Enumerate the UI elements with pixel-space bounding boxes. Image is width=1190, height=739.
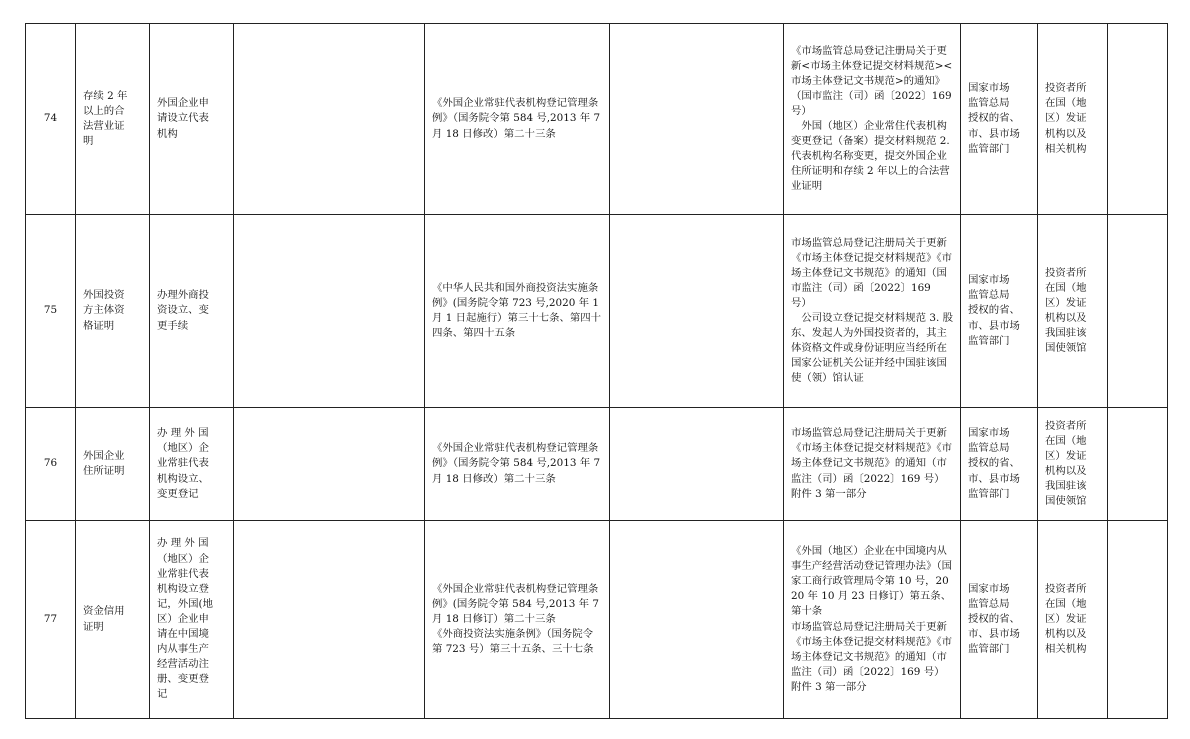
empty-cell <box>234 24 425 215</box>
empty-cell <box>610 521 784 719</box>
document-basis: 《市场监管总局登记注册局关于更新<市场主体登记提交材料规范><市场主体登记文书规范>的通知》（国市监注（司）函〔2022〕169 号） 外国（地区）企业常住代表机构变更登记（备案）提交材料规范 2. 代表机构名称变更，提交外国企业住所证明和存续 2 年以上的合法营业证明 <box>784 24 961 215</box>
applicable-matter: 办 理 外 国 （地区）企 业常驻代表 机构设立、 变更登记 <box>150 408 234 521</box>
certificate-table <box>25 23 1168 719</box>
empty-cell <box>1108 408 1168 521</box>
empty-cell <box>234 408 425 521</box>
legal-basis: 《外国企业常驻代表机构登记管理条例》(国务院令第 584 号,2013 年 7 月 18 日修订）第二十三条 《外商投资法实施条例》（国务院令第 723 号）第三十五条、三十七条 <box>425 521 610 719</box>
empty-cell <box>1108 215 1168 408</box>
table-row <box>26 521 1168 719</box>
document-basis: 市场监管总局登记注册局关于更新《市场主体登记提交材料规范》《市场主体登记文书规范》的通知（国市监注（司）函〔2022〕169 号） 公司设立登记提交材料规范 3. 股东、发起人为外国投资者的，其主体资格文件或身份证明应当经所在国家公证机关公证并经中国驻该国使（领）馆认证 <box>784 215 961 408</box>
document-basis: 《外国（地区）企业在中国境内从事生产经营活动登记管理办法》（国家工商行政管理局令第 10 号，2020 年 10 月 23 日修订）第五条、第十条 市场监管总局登记注册局关于更新《市场主体登记提交材料规范》《市场主体登记文书规范》的通知（市监注（司）函〔2022〕169 号）附件 3 第一部分 <box>784 521 961 719</box>
row-number: 75 <box>26 215 76 408</box>
certificate-name: 存续 2 年 以上的合 法营业证 明 <box>76 24 150 215</box>
certificate-name: 外国投资 方主体资 格证明 <box>76 215 150 408</box>
empty-cell <box>1108 521 1168 719</box>
legal-basis: 《中华人民共和国外商投资法实施条例》(国务院令第 723 号,2020 年 1 月 1 日起施行）第三十七条、第四十四条、第四十五条 <box>425 215 610 408</box>
processing-department: 国家市场 监管总局 授权的省、 市、县市场 监管部门 <box>961 24 1038 215</box>
applicable-matter: 办理外商投 资设立、变 更手续 <box>150 215 234 408</box>
issuing-authority: 投资者所 在国（地 区）发证 机构以及 我国驻该 国使领馆 <box>1038 215 1108 408</box>
row-number: 76 <box>26 408 76 521</box>
row-number: 77 <box>26 521 76 719</box>
row-number: 74 <box>26 24 76 215</box>
legal-basis: 《外国企业常驻代表机构登记管理条例》（国务院令第 584 号,2013 年 7 月 18 日修改）第二十三条 <box>425 408 610 521</box>
table-row <box>26 408 1168 521</box>
processing-department: 国家市场 监管总局 授权的省、 市、县市场 监管部门 <box>961 521 1038 719</box>
empty-cell <box>610 408 784 521</box>
empty-cell <box>234 215 425 408</box>
certificate-name: 外国企业 住所证明 <box>76 408 150 521</box>
certificate-name: 资金信用 证明 <box>76 521 150 719</box>
empty-cell <box>610 24 784 215</box>
applicable-matter: 办 理 外 国 （地区）企 业常驻代表 机构设立登 记，外国(地 区）企业申 请在中国境 内从事生产 经营活动注 册、变更登 记 <box>150 521 234 719</box>
empty-cell <box>1108 24 1168 215</box>
empty-cell <box>234 521 425 719</box>
processing-department: 国家市场 监管总局 授权的省、 市、县市场 监管部门 <box>961 408 1038 521</box>
empty-cell <box>610 215 784 408</box>
document-basis: 市场监管总局登记注册局关于更新《市场主体登记提交材料规范》《市场主体登记文书规范》的通知（市监注（司）函〔2022〕169 号）附件 3 第一部分 <box>784 408 961 521</box>
legal-basis: 《外国企业常驻代表机构登记管理条例》（国务院令第 584 号,2013 年 7 月 18 日修改）第二十三条 <box>425 24 610 215</box>
issuing-authority: 投资者所 在国（地 区）发证 机构以及 我国驻该 国使领馆 <box>1038 408 1108 521</box>
issuing-authority: 投资者所 在国（地 区）发证 机构以及 相关机构 <box>1038 521 1108 719</box>
processing-department: 国家市场 监管总局 授权的省、 市、县市场 监管部门 <box>961 215 1038 408</box>
applicable-matter: 外国企业申 请设立代表 机构 <box>150 24 234 215</box>
table-row <box>26 24 1168 215</box>
issuing-authority: 投资者所 在国（地 区）发证 机构以及 相关机构 <box>1038 24 1108 215</box>
table-row <box>26 215 1168 408</box>
